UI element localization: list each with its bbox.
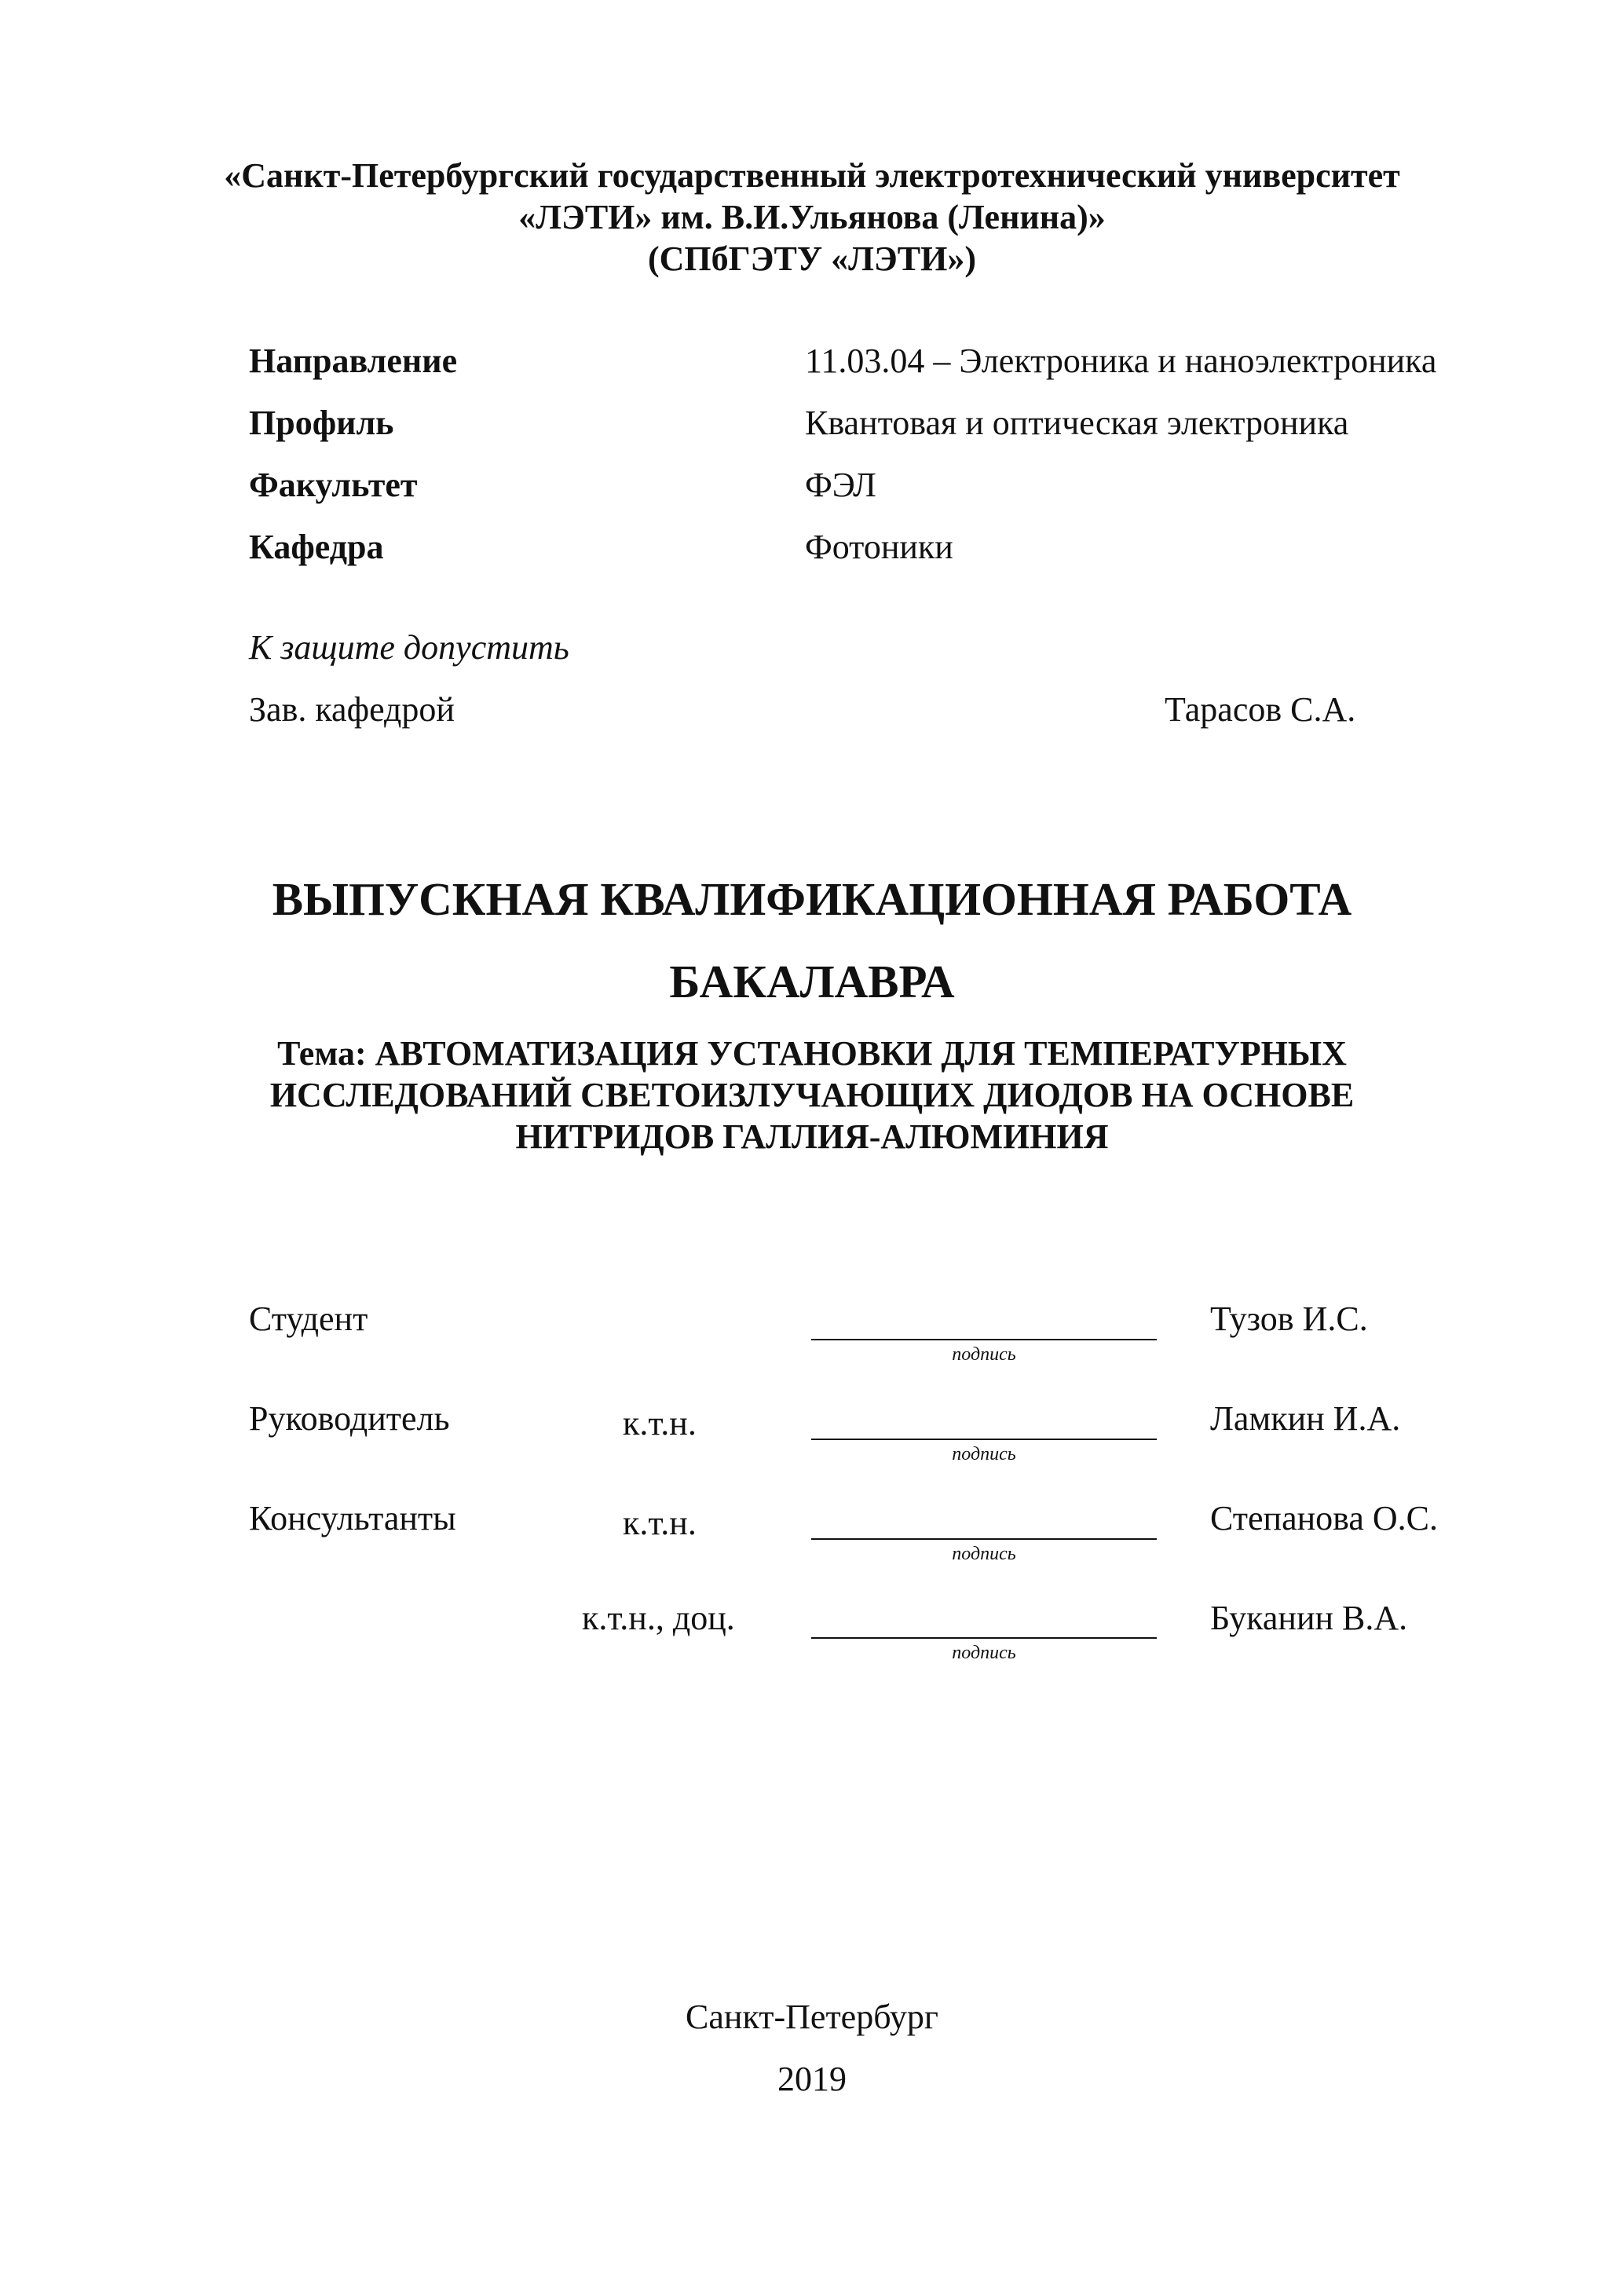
- head-of-department-label: Зав. кафедрой: [249, 690, 455, 729]
- signature-line: [811, 1339, 1157, 1340]
- university-name-line-1: «Санкт-Петербургский государственный электротехнический университет: [224, 156, 1400, 195]
- year: 2019: [777, 2060, 847, 2098]
- document-title-line-1: ВЫПУСКНАЯ КВАЛИФИКАЦИОННАЯ РАБОТА: [272, 873, 1352, 925]
- head-of-department-name: Тарасов С.А.: [1165, 690, 1356, 729]
- signature-role: Студент: [249, 1300, 368, 1338]
- topic-line-1: Тема: АВТОМАТИЗАЦИЯ УСТАНОВКИ ДЛЯ ТЕМПЕРАТУРНЫХ: [277, 1034, 1347, 1073]
- topic-line-2: ИССЛЕДОВАНИЙ СВЕТОИЗЛУЧАЮЩИХ ДИОДОВ НА ОСНОВЕ: [269, 1076, 1355, 1114]
- signature-caption: подпись: [952, 1643, 1016, 1663]
- signature-name: Ламкин И.А.: [1210, 1399, 1401, 1438]
- faculty-label: Факультет: [249, 466, 418, 504]
- signature-name: Степанова О.С.: [1210, 1499, 1438, 1537]
- profile-value: Квантовая и оптическая электроника: [805, 404, 1349, 442]
- direction-value: 11.03.04 – Электроника и наноэлектроника: [805, 342, 1437, 380]
- department-label: Кафедра: [249, 528, 384, 566]
- signature-line: [811, 1439, 1157, 1440]
- signature-caption: подпись: [952, 1344, 1016, 1365]
- city: Санкт-Петербург: [686, 1998, 938, 2036]
- faculty-value: ФЭЛ: [805, 466, 876, 504]
- university-name-line-2: «ЛЭТИ» им. В.И.Ульянова (Ленина)»: [518, 198, 1106, 236]
- topic-line-3: НИТРИДОВ ГАЛЛИЯ-АЛЮМИНИЯ: [515, 1117, 1109, 1156]
- university-abbreviation: (СПбГЭТУ «ЛЭТИ»): [648, 239, 976, 278]
- signature-degree: к.т.н., доц.: [582, 1599, 735, 1637]
- document-title-line-2: БАКАЛАВРА: [669, 956, 955, 1007]
- department-value: Фотоники: [805, 528, 953, 566]
- signature-caption: подпись: [952, 1544, 1016, 1564]
- signature-caption: подпись: [952, 1444, 1016, 1464]
- signature-name: Буканин В.А.: [1210, 1599, 1408, 1637]
- profile-label: Профиль: [249, 404, 394, 442]
- signature-role: Руководитель: [249, 1399, 450, 1438]
- signature-role: Консультанты: [249, 1499, 456, 1537]
- direction-label: Направление: [249, 342, 458, 380]
- signature-degree: к.т.н.: [623, 1404, 697, 1442]
- signature-degree: к.т.н.: [623, 1504, 697, 1542]
- signature-name: Тузов И.С.: [1210, 1300, 1368, 1338]
- signature-line: [811, 1538, 1157, 1540]
- signature-line: [811, 1637, 1157, 1639]
- admission-heading: К защите допустить: [249, 628, 569, 667]
